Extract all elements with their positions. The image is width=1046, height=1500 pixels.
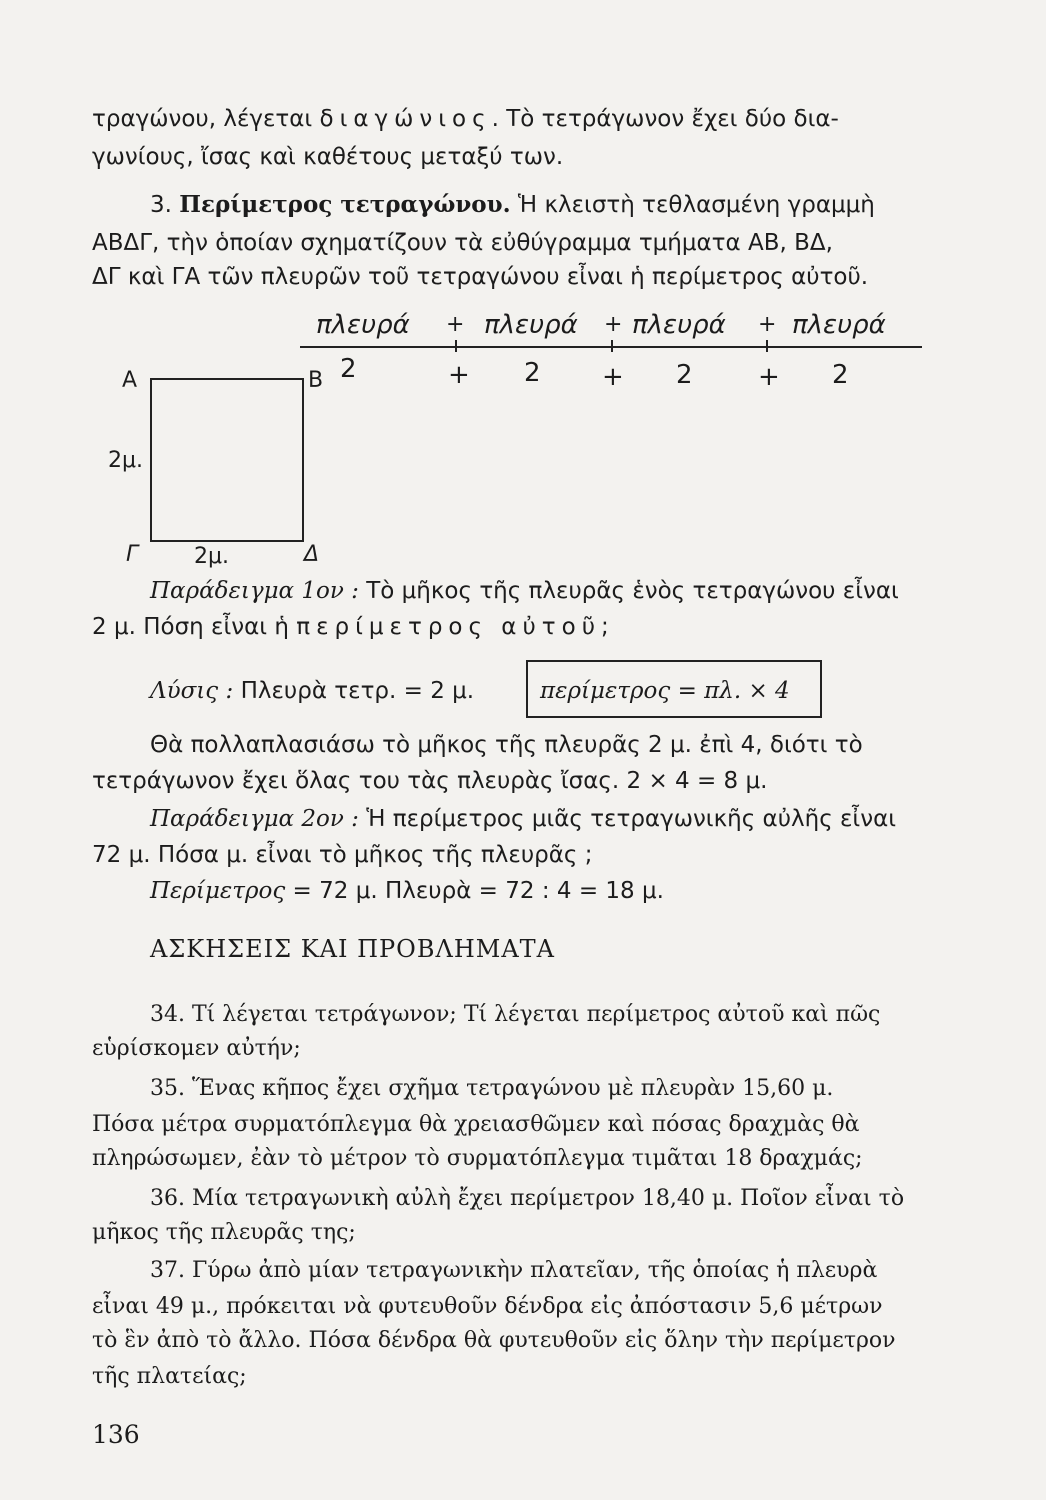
example2-text: Ἡ περίμετρος μιᾶς τετραγωνικῆς αὐλῆς εἶναι (358, 806, 897, 832)
vertex-a: Α (122, 368, 138, 393)
exercise-35-line-2: Πόσα μέτρα συρματόπλεγμα θὰ χρειασθῶμεν καὶ πόσας δραχμὰς θὰ (92, 1112, 860, 1137)
vertex-d: Δ (304, 542, 320, 567)
example1-line-2 (92, 612, 954, 642)
section3-text: Ἡ κλειστὴ τεθλασμένη γραμμὴ (510, 192, 875, 218)
vertex-g: Γ (126, 542, 139, 567)
side-left-label: 2μ. (108, 448, 143, 473)
intro-line-1 (92, 104, 954, 134)
exercise-34-line-2: εὑρίσκομεν αὐτήν; (92, 1036, 301, 1061)
term-perimeter: περίμετρος αὐτοῦ (296, 614, 602, 640)
fig-plus-3: + (758, 312, 777, 337)
example1-text: Τὸ μῆκος τῆς πλευρᾶς ἑνὸς τετραγώνου εἶναι (358, 578, 899, 604)
exercise-37-line-2: εἶναι 49 μ., πρόκειται νὰ φυτευθοῦν δένδρα εἰς ἀπόστασιν 5,6 μέτρων (92, 1294, 883, 1319)
intro-text-cont: . Τὸ τετράγωνον ἔχει δύο δια- (491, 106, 839, 132)
example2-line-3 (150, 876, 955, 906)
fig-term-side-1: πλευρά (316, 310, 410, 340)
section3-line-3: ΔΓ καὶ ΓΑ τῶν πλευρῶν τοῦ τετραγώνου εἶναι ἡ περίμετρος αὐτοῦ. (92, 264, 869, 290)
exercise-36-line-1: 36. Μία τετραγωνικὴ αὐλὴ ἔχει περίμετρον 18,40 μ. Ποῖον εἶναι τὸ (150, 1186, 905, 1211)
fig-bottom-plus-2: + (602, 362, 624, 392)
perimeter-label: Περίμετρος (150, 878, 286, 904)
fig-term-side-4: πλευρά (792, 310, 886, 340)
example2-line-1 (150, 804, 955, 834)
exercise-34-line-1: 34. Τί λέγεται τετράγωνον; Τί λέγεται περίμετρος αὐτοῦ καὶ πῶς (150, 1002, 881, 1027)
example1-line-5: τετράγωνον ἔχει ὅλας του τὰς πλευρὰς ἴσας. 2 × 4 = 8 μ. (92, 768, 768, 794)
solution-label: Λύσις : (150, 678, 234, 704)
page-number: 136 (92, 1420, 140, 1449)
formula-text: περίμετρος = πλ. × 4 (540, 678, 790, 704)
question-mark: ; (601, 614, 609, 640)
fig-bottom-plus-3: + (758, 362, 780, 392)
fig-plus-2: + (604, 312, 623, 337)
fig-bottom-plus-1: + (448, 360, 470, 390)
fig-bottom-2-2: 2 (524, 358, 541, 388)
exercise-37-line-3: τὸ ἓν ἀπὸ τὸ ἄλλο. Πόσα δένδρα θὰ φυτευθοῦν εἰς ὅλην τὴν περίμετρον (92, 1328, 896, 1353)
example2-line-2: 72 μ. Πόσα μ. εἶναι τὸ μῆκος τῆς πλευρᾶς ; (92, 842, 593, 868)
example2-calc: = 72 μ. Πλευρὰ = 72 : 4 = 18 μ. (285, 878, 664, 904)
section-title: Περίμετρος τετραγώνου. (179, 191, 511, 218)
fig-plus-1: + (446, 312, 465, 337)
exercise-35-line-3: πληρώσωμεν, ἐὰν τὸ μέτρον τὸ συρματόπλεγμα τιμᾶται 18 δραχμάς; (92, 1146, 863, 1171)
side-bottom-label: 2μ. (194, 544, 229, 569)
intro-line-2: γωνίους, ἴσας καὶ καθέτους μεταξύ των. (92, 144, 564, 170)
example1-line-1 (150, 576, 955, 606)
example1-question: 2 μ. Πόση εἶναι ἡ (92, 614, 297, 640)
example1-line-4: Θὰ πολλαπλασιάσω τὸ μῆκος τῆς πλευρᾶς 2 μ. ἐπὶ 4, διότι τὸ (150, 732, 863, 758)
fig-term-side-3: πλευρά (632, 310, 726, 340)
section3-line-1 (150, 190, 955, 220)
fig-bottom-2-3: 2 (676, 360, 693, 390)
exercise-36-line-2: μῆκος τῆς πλευρᾶς της; (92, 1220, 356, 1245)
square-figure (150, 378, 304, 542)
exercise-37-line-1: 37. Γύρω ἀπὸ μίαν τετραγωνικὴν πλατεῖαν, τῆς ὁποίας ἡ πλευρὰ (150, 1258, 878, 1283)
example1-label: Παράδειγμα 1ον : (150, 578, 359, 604)
fig-term-side-2: πλευρά (484, 310, 578, 340)
fig-bottom-2-1: 2 (340, 354, 357, 384)
section3-line-2: ΑΒΔΓ, τὴν ὁποίαν σχηματίζουν τὰ εὐθύγραμμα τμήματα ΑΒ, ΒΔ, (92, 230, 833, 256)
solution-text: Πλευρὰ τετρ. = 2 μ. (233, 678, 475, 704)
fig-tick (455, 340, 457, 352)
exercise-35-line-1: 35. Ἕνας κῆπος ἔχει σχῆμα τετραγώνου μὲ πλευρὰν 15,60 μ. (150, 1076, 834, 1101)
exercises-heading: ΑΣΚΗΣΕΙΣ ΚΑΙ ΠΡΟΒΛΗΜΑΤΑ (150, 935, 555, 963)
vertex-b: Β (308, 368, 324, 393)
section-number: 3. (150, 192, 180, 218)
fig-tick (611, 340, 613, 352)
example2-label: Παράδειγμα 2ον : (150, 806, 359, 832)
fig-tick (766, 340, 768, 352)
exercise-37-line-4: τῆς πλατείας; (92, 1364, 247, 1389)
solution-line (150, 676, 510, 706)
term-diagonal: διαγώνιος (319, 106, 492, 132)
fig-bottom-2-4: 2 (832, 360, 849, 390)
intro-text: τραγώνου, λέγεται (92, 106, 320, 132)
